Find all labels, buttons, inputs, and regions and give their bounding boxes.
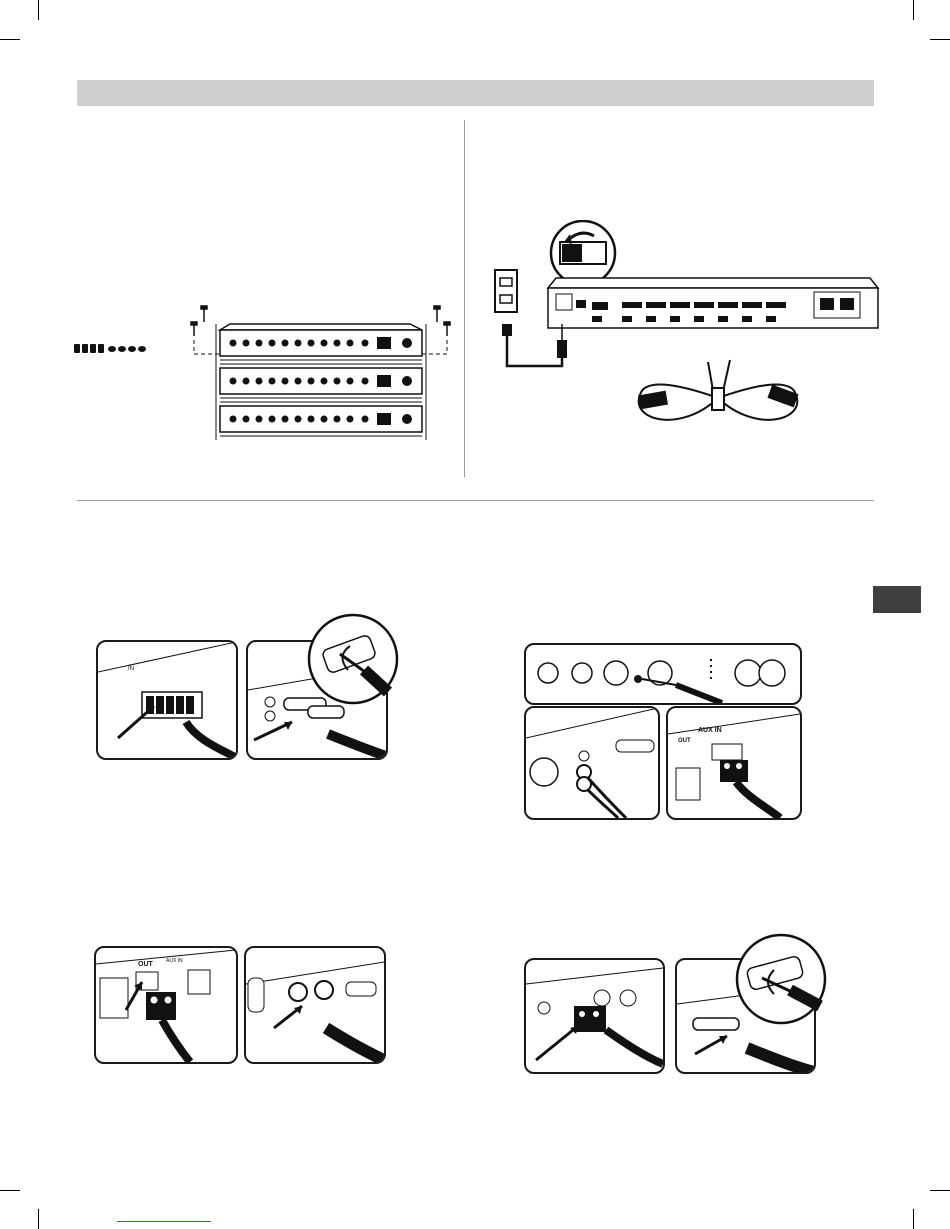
screwdriver-detail-callout [306,612,400,706]
wall-outlet-icon [495,270,517,312]
xlr-output-panel [244,946,386,1064]
crop-mark-bottom-left-h [0,1190,20,1191]
in-label: IN [128,666,134,672]
terminal-block-input-panel [96,640,238,760]
power-cord-icon [502,324,567,366]
screwdriver-detail-callout-2 [734,932,828,1026]
crop-mark-top-left-h [0,39,20,40]
aux-in-label: AUX IN [166,958,183,964]
footer-rule [117,1221,211,1222]
terminal-block-icon [574,1006,606,1032]
rack-mount-illustration [70,300,460,450]
rca-aux-input-panel [524,706,660,820]
column-divider [464,120,465,477]
crop-mark-bottom-left-v [38,1209,39,1229]
front-aux-input-panel [524,643,802,705]
db25-connector-icon [693,1018,739,1030]
out-label: OUT [678,738,691,744]
rack-screw-icon [74,344,146,353]
terminal-block-icon [720,760,748,782]
cable-tie-icon [639,360,798,420]
rca-connector-icon [577,751,591,791]
terminal-block-icon [142,692,202,718]
section-divider [77,500,874,501]
terminal-aux-input-panel [666,706,802,820]
terminal-remote-panel [524,958,665,1074]
language-tab [873,586,921,613]
section-header-bar [77,80,874,106]
terminal-output-panel [94,946,238,1064]
crop-mark-top-left-v [38,0,39,20]
aux-in-label: AUX IN [698,727,722,734]
crop-mark-top-right-h [930,39,950,40]
xlr-connector-icon [530,758,558,786]
power-connection-illustration [480,220,880,430]
crop-mark-bottom-right-h [930,1190,950,1191]
terminal-block-icon [146,992,176,1020]
xlr-connector-icon [289,981,333,1001]
power-switch-icon [551,221,615,285]
out-label: OUT [138,961,153,968]
mini-jack-icon [634,675,722,703]
crop-mark-bottom-right-v [913,1209,914,1229]
crop-mark-top-right-v [913,0,914,20]
